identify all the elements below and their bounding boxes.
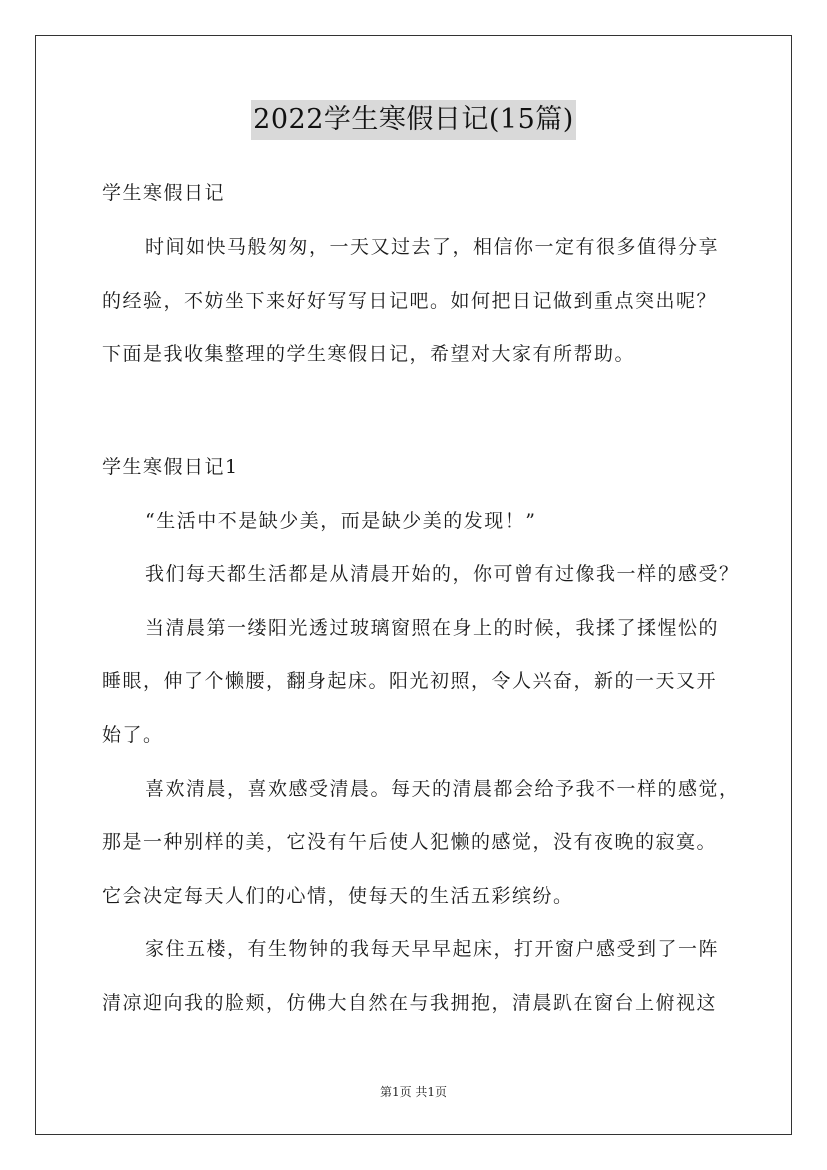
title-container: [0, 100, 827, 140]
body-line-1: “生活中不是缺少美，而是缺少美的发现！”: [145, 510, 537, 532]
body-line-9: 家住五楼，有生物钟的我每天早早起床，打开窗户感受到了一阵: [145, 938, 720, 960]
intro-line-3: 下面是我收集整理的学生寒假日记，希望对大家有所帮助。: [102, 343, 636, 365]
body-line-2: 我们每天都生活都是从清晨开始的，你可曾有过像我一样的感受？: [145, 563, 740, 585]
body-line-4: 睡眼，伸了个懒腰，翻身起床。阳光初照，令人兴奋，新的一天又开: [102, 670, 718, 692]
section-heading: 学生寒假日记1: [102, 456, 239, 478]
page-footer: 第1页 共1页: [379, 1085, 448, 1099]
body-line-8: 它会决定每天人们的心情，使每天的生活五彩缤纷。: [102, 885, 574, 907]
intro-heading: 学生寒假日记: [102, 182, 226, 204]
body-line-5: 始了。: [102, 724, 164, 746]
body-line-6: 喜欢清晨，喜欢感受清晨。每天的清晨都会给予我不一样的感觉，: [145, 778, 740, 800]
intro-line-2: 的经验，不妨坐下来好好写写日记吧。如何把日记做到重点突出呢？: [102, 290, 718, 312]
body-line-3: 当清晨第一缕阳光透过玻璃窗照在身上的时候，我揉了揉惺忪的: [145, 617, 720, 639]
body-line-7: 那是一种别样的美，它没有午后使人犯懒的感觉，没有夜晚的寂寞。: [102, 831, 718, 853]
body-line-10: 清凉迎向我的脸颊，仿佛大自然在与我拥抱，清晨趴在窗台上俯视这: [102, 992, 718, 1014]
intro-line-1: 时间如快马般匆匆，一天又过去了，相信你一定有很多值得分享: [145, 236, 720, 258]
document-title: 2022学生寒假日记(15篇): [251, 100, 576, 140]
